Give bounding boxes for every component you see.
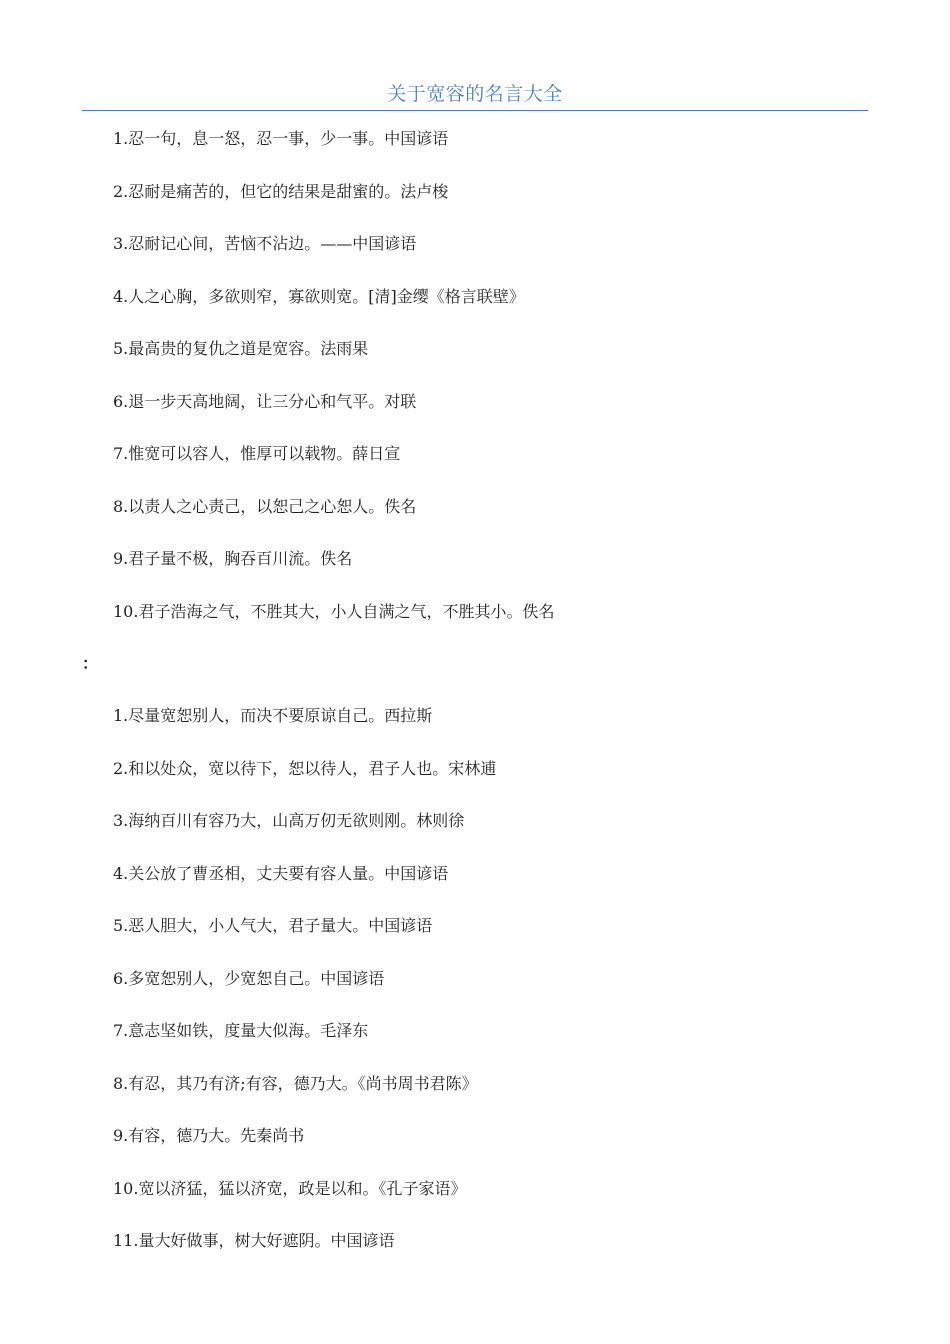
quote-item: 1.忍一句，息一怒，忍一事，少一事。中国谚语: [113, 129, 449, 148]
quote-item: 8.以责人之心责己，以恕己之心恕人。佚名: [113, 496, 417, 516]
document-title: 关于宽容的名言大全: [387, 83, 563, 105]
quote-item: 8.有忍，其乃有济;有容，德乃大。《尚书周书君陈》: [113, 1073, 478, 1093]
quote-item: 11.量大好做事，树大好遮阴。中国谚语: [113, 1231, 395, 1250]
quote-item: 6.退一步天高地阔，让三分心和气平。对联: [113, 391, 417, 411]
quote-item: 6.多宽恕别人，少宽恕自己。中国谚语: [113, 968, 385, 988]
quote-item: 4.关公放了曹丞相，丈夫要有容人量。中国谚语: [113, 863, 449, 883]
quote-item: 3.忍耐记心间，苦恼不沾边。——中国谚语: [113, 234, 417, 253]
quote-item: 5.最高贵的复仇之道是宽容。法雨果: [113, 339, 369, 358]
document-header: [82, 80, 868, 111]
quote-item: 1.尽量宽恕别人，而决不要原谅自己。西拉斯: [113, 706, 433, 725]
quote-list-one: [113, 123, 873, 648]
quote-item: 9.有容，德乃大。先秦尚书: [113, 1126, 305, 1145]
quote-list-two: [113, 700, 873, 1278]
quote-item: 10.宽以济猛，猛以济宽，政是以和。《孔子家语》: [113, 1178, 467, 1198]
quote-item: 2.忍耐是痛苦的，但它的结果是甜蜜的。法卢梭: [113, 181, 449, 201]
quote-item: 3.海纳百川有容乃大，山高万仞无欲则刚。林则徐: [113, 811, 465, 830]
section-separator: ：: [82, 654, 99, 673]
quote-item: 7.意志坚如铁，度量大似海。毛泽东: [113, 1021, 369, 1040]
quote-item: 9.君子量不极，胸吞百川流。佚名: [113, 549, 353, 568]
quote-item: 2.和以处众，宽以待下，恕以待人，君子人也。宋林逋: [113, 758, 497, 778]
quote-item: 5.恶人胆大，小人气大，君子量大。中国谚语: [113, 916, 433, 935]
quote-item: 10.君子浩海之气，不胜其大，小人自满之气，不胜其小。佚名: [113, 601, 555, 621]
quote-item: 7.惟宽可以容人，惟厚可以载物。薛日宣: [113, 444, 401, 463]
quote-item: 4.人之心胸，多欲则窄，寡欲则宽。[清]金缨《格言联壁》: [113, 286, 525, 306]
